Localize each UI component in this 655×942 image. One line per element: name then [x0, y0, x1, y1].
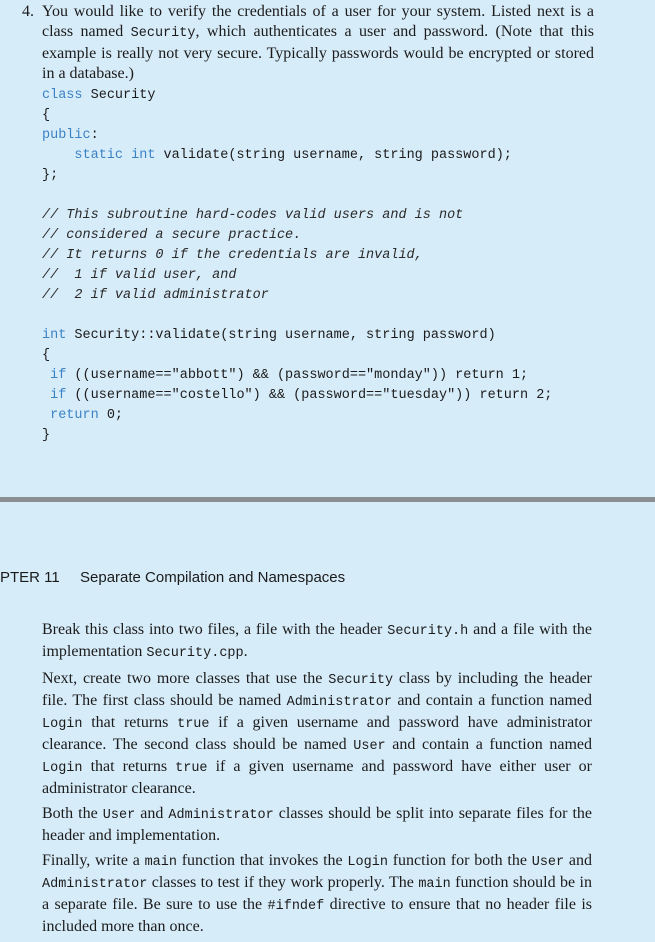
chapter-label: PTER 11 [0, 569, 60, 586]
exercise-number: 4. [22, 3, 34, 20]
exercise-body [42, 620, 592, 942]
running-head [0, 568, 345, 588]
paragraph-1: Break this class into two files, a file with the header Security.h and a file with the implementation Security.cpp. [42, 621, 593, 661]
chapter-title: Separate Compilation and Namespaces [80, 569, 346, 586]
code-listing: class Security { public: static int validate(string username, string password); }; // This subroutine hard-codes valid users and is not // considered a secure practice. // It returns 0 if the credentials are invalid, // 1 if valid user, and // 2 if valid administrator int Security::validate(string username, string password) { if ((username=="abbott") && (password=="monday")) return 1; if ((username=="costello") && (password=="tuesday")) return 2; return 0; } [42, 88, 553, 443]
exercise-intro: You would like to verify the credentials of a user for your system. Listed next is a class named Security, which authenticates a user and password. (Note that this example is really not very secure. Typically passwords would be encrypted or stored in a database.) [42, 3, 594, 82]
paragraph-3: Both the User and Administrator classes should be split into separate files for the header and implementation. [42, 805, 593, 844]
paragraph-4: Finally, write a main function that invokes the Login function for both the User and Administrator classes to test if they work properly. The main function should be in a separate file. Be sure to use the #ifndef directive to ensure that no header file is included more than once. [42, 852, 593, 935]
paragraph-2: Next, create two more classes that use the Security class by including the header file. The first class should be named Administrator and contain a function named Login that returns true if a given username and password have administrator clearance. The second class should be named User and contain a function named Login that returns true if a given username and password have either user or administrator clearance. [42, 670, 593, 797]
